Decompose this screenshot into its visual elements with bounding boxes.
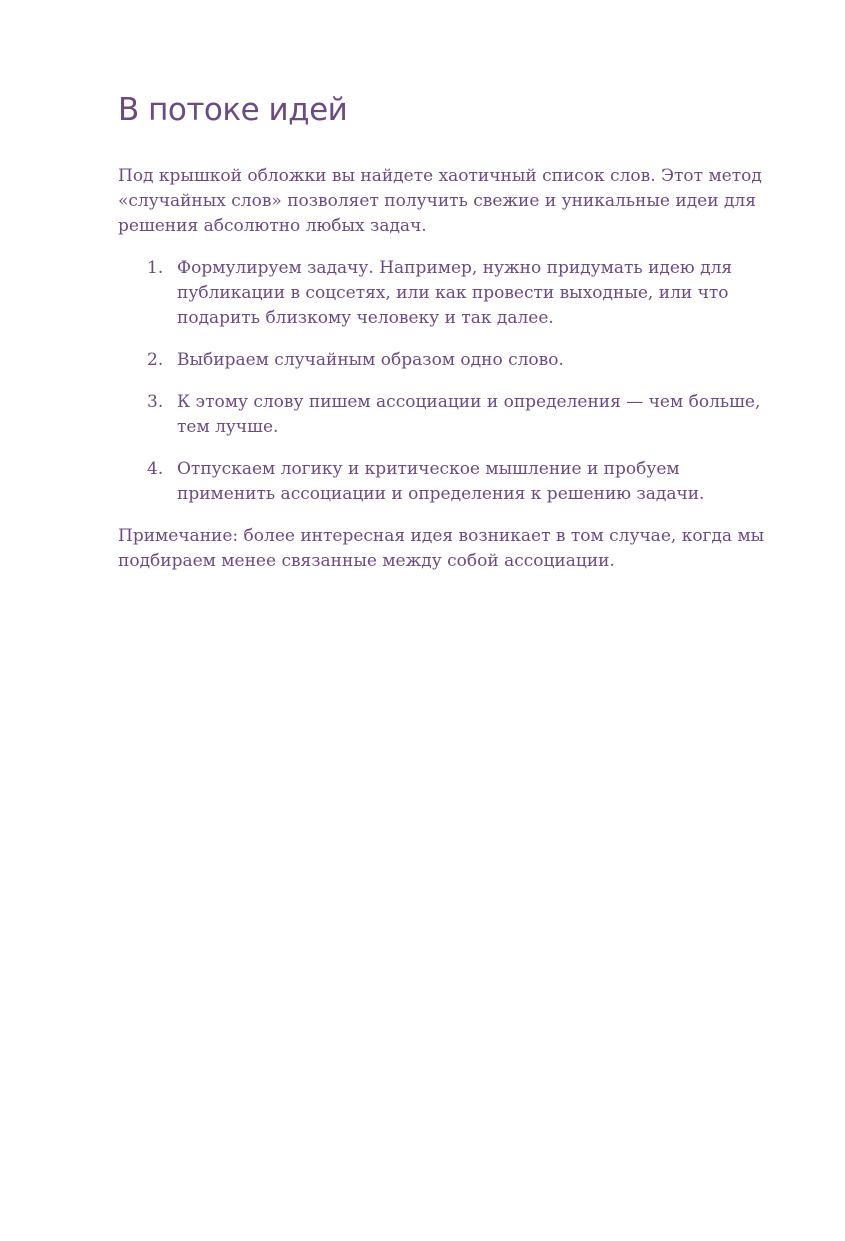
page-title: В потоке идей bbox=[118, 92, 348, 128]
step-text: Выбираем случайным образом одно слово. bbox=[177, 350, 564, 370]
list-item bbox=[118, 390, 768, 440]
step-text: Формулируем задачу. Например, нужно придумать идею для публикации в соцсетях, или как провести выходные, или что подарить близкому человеку и так далее. bbox=[177, 258, 733, 328]
page-content bbox=[118, 88, 768, 574]
intro-paragraph: Под крышкой обложки вы найдете хаотичный список слов. Этот метод «случайных слов» позволяет получить свежие и уникальные идеи для решения абсолютно любых задач. bbox=[118, 166, 762, 236]
list-item bbox=[118, 348, 768, 373]
step-text: Отпускаем логику и критическое мышление и пробуем применить ассоциации и определения к решению задачи. bbox=[177, 459, 705, 504]
list-item bbox=[118, 457, 768, 507]
note-paragraph: Примечание: более интересная идея возникает в том случае, когда мы подбираем менее связанные между собой ассоциации. bbox=[118, 526, 765, 571]
step-number: 4. bbox=[147, 459, 164, 479]
steps-list bbox=[118, 256, 768, 507]
step-number: 3. bbox=[147, 392, 164, 412]
step-number: 1. bbox=[147, 258, 164, 278]
step-text: К этому слову пишем ассоциации и определения — чем больше, тем лучше. bbox=[177, 392, 761, 437]
step-number: 2. bbox=[147, 350, 164, 370]
list-item bbox=[118, 256, 768, 331]
